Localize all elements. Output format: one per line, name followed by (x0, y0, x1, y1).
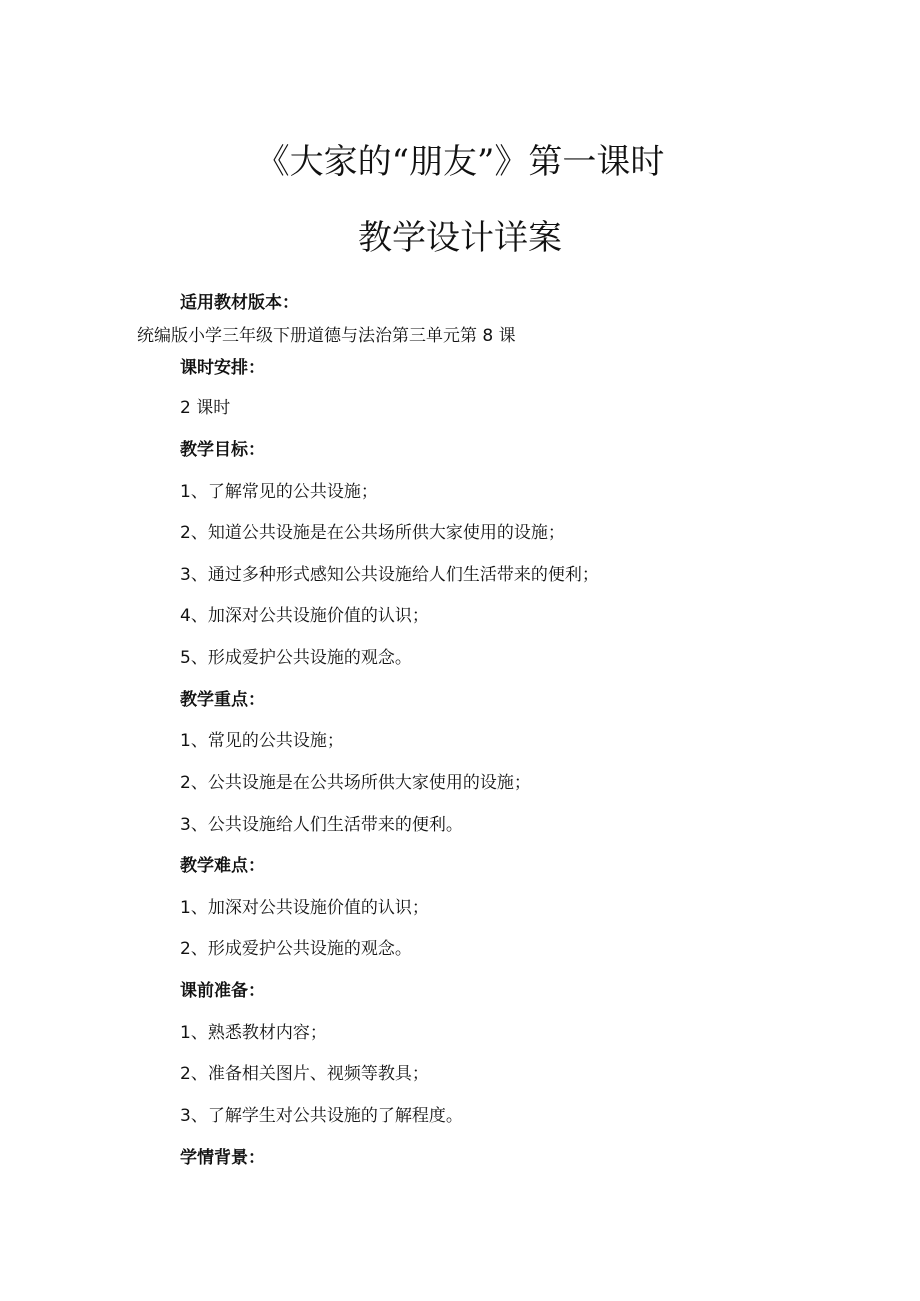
objective-item: 5、形成爱护公共设施的观念。 (180, 648, 412, 668)
difficulties-heading: 教学难点： (180, 856, 265, 876)
schedule-heading: 课时安排： (180, 358, 265, 378)
preparation-item: 1、熟悉教材内容； (180, 1023, 327, 1043)
textbook-heading: 适用教材版本： (180, 293, 299, 313)
textbook-value: 统编版小学三年级下册道德与法治第三单元第 8 课 (137, 326, 516, 346)
objective-item: 4、加深对公共设施价值的认识； (180, 606, 429, 626)
preparation-heading: 课前准备： (180, 981, 265, 1001)
document-subtitle: 教学设计详案 (358, 218, 562, 258)
key-point-item: 2、公共设施是在公共场所供大家使用的设施； (180, 773, 531, 793)
preparation-item: 3、了解学生对公共设施的了解程度。 (180, 1106, 463, 1126)
objective-item: 1、了解常见的公共设施； (180, 482, 378, 502)
difficulty-item: 2、形成爱护公共设施的观念。 (180, 939, 412, 959)
difficulty-item: 1、加深对公共设施价值的认识； (180, 898, 429, 918)
schedule-value: 2 课时 (180, 398, 231, 418)
key-points-heading: 教学重点： (180, 690, 265, 710)
preparation-item: 2、准备相关图片、视频等教具； (180, 1064, 429, 1084)
document-title: 《大家的“朋友”》第一课时 (255, 142, 665, 182)
objective-item: 3、通过多种形式感知公共设施给人们生活带来的便利； (180, 565, 599, 585)
objectives-heading: 教学目标： (180, 440, 265, 460)
background-heading: 学情背景： (180, 1148, 265, 1168)
objective-item: 2、知道公共设施是在公共场所供大家使用的设施； (180, 523, 565, 543)
key-point-item: 1、常见的公共设施； (180, 731, 344, 751)
key-point-item: 3、公共设施给人们生活带来的便利。 (180, 815, 463, 835)
